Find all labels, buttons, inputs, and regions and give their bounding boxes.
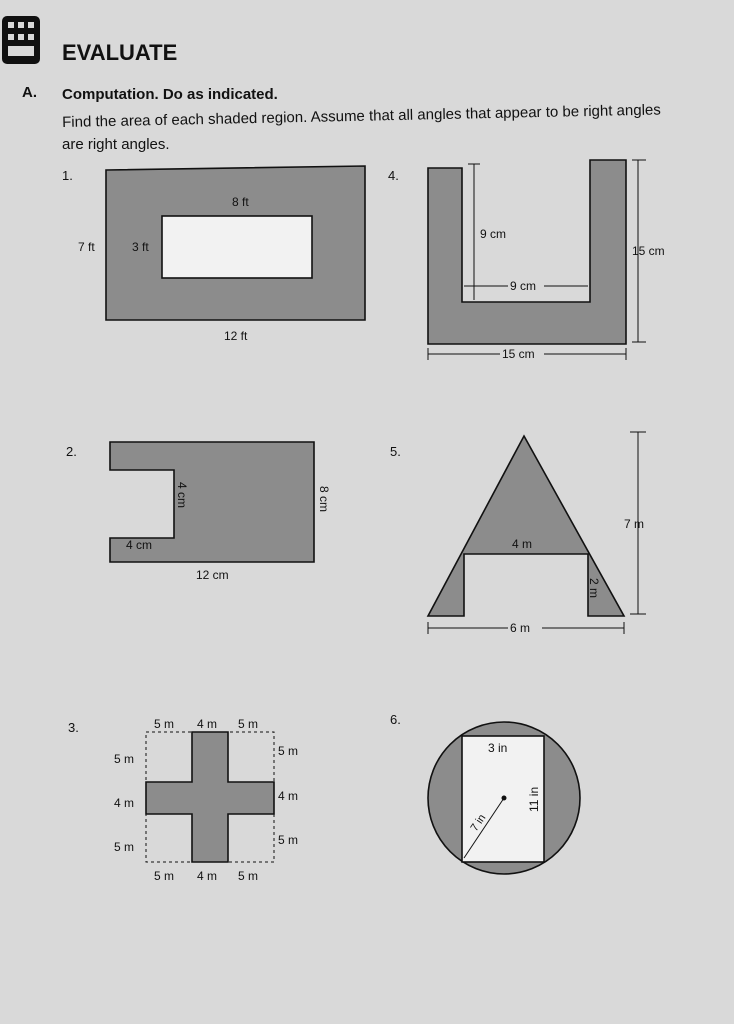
- dimension-label: 4 m: [512, 537, 533, 551]
- dimension-label: 9 cm: [510, 279, 537, 293]
- figure-1: [60, 160, 380, 350]
- dimension-label: 12 cm: [196, 568, 229, 582]
- dimension-label: 2 m: [587, 578, 601, 599]
- page-title: EVALUATE: [62, 40, 178, 65]
- dimension-label: 4 cm: [126, 538, 153, 552]
- dimension-label: 4 m: [278, 789, 299, 803]
- inner-rectangle: [162, 216, 312, 278]
- dimension-label: 7 in: [468, 812, 489, 834]
- dimension-label: 4 m: [197, 717, 218, 731]
- section-letter: A.: [22, 84, 37, 101]
- dimension-label: 4 m: [197, 869, 218, 883]
- dimension-label: 12 ft: [224, 329, 248, 343]
- section-title: Computation. Do as indicated.: [62, 86, 278, 103]
- dimension-label: 5 m: [238, 869, 259, 883]
- dimension-label: 6 m: [510, 621, 531, 635]
- dimension-label: 5 m: [154, 869, 175, 883]
- dimension-label: 8 cm: [317, 486, 331, 513]
- dimension-label: 5 m: [154, 717, 175, 731]
- dimension-label: 7 ft: [78, 240, 95, 254]
- figure-3: [100, 712, 320, 892]
- instruction-line-1: Find the area of each shaded region. Assume that all angles that appear to be right angles: [62, 101, 661, 131]
- worksheet-icon: [0, 12, 44, 68]
- dimension-label: 5 m: [114, 752, 135, 766]
- problem-number: 2.: [66, 444, 77, 459]
- dimension-label: 7 m: [624, 517, 645, 531]
- dimension-label: 3 ft: [132, 240, 149, 254]
- dimension-label: 3 in: [488, 741, 508, 755]
- figure-2: [100, 432, 340, 592]
- dimension-label: 9 cm: [480, 227, 507, 241]
- u-shape: [428, 160, 626, 344]
- dimension-label: 5 m: [114, 840, 135, 854]
- dimension-label: 15 cm: [632, 244, 665, 258]
- problem-number: 1.: [62, 168, 73, 183]
- dimension-label: 5 m: [278, 744, 299, 758]
- dimension-label: 4 m: [114, 796, 135, 810]
- problem-number: 5.: [390, 444, 401, 459]
- dimension-label: 4 cm: [175, 482, 189, 509]
- figure-5: [420, 424, 710, 644]
- figure-6: [420, 712, 590, 882]
- problem-number: 6.: [390, 712, 401, 727]
- dimension-label: 5 m: [238, 717, 259, 731]
- dimension-label: 5 m: [278, 833, 299, 847]
- cross-shape: [146, 732, 274, 862]
- problem-number: 4.: [388, 168, 399, 183]
- instruction-line-2: are right angles.: [62, 136, 170, 153]
- figure-4: [420, 154, 720, 374]
- dimension-label: 8 ft: [232, 195, 249, 209]
- dimension-label: 11 in: [527, 786, 541, 812]
- dimension-label: 15 cm: [502, 347, 535, 361]
- problem-number: 3.: [68, 720, 79, 735]
